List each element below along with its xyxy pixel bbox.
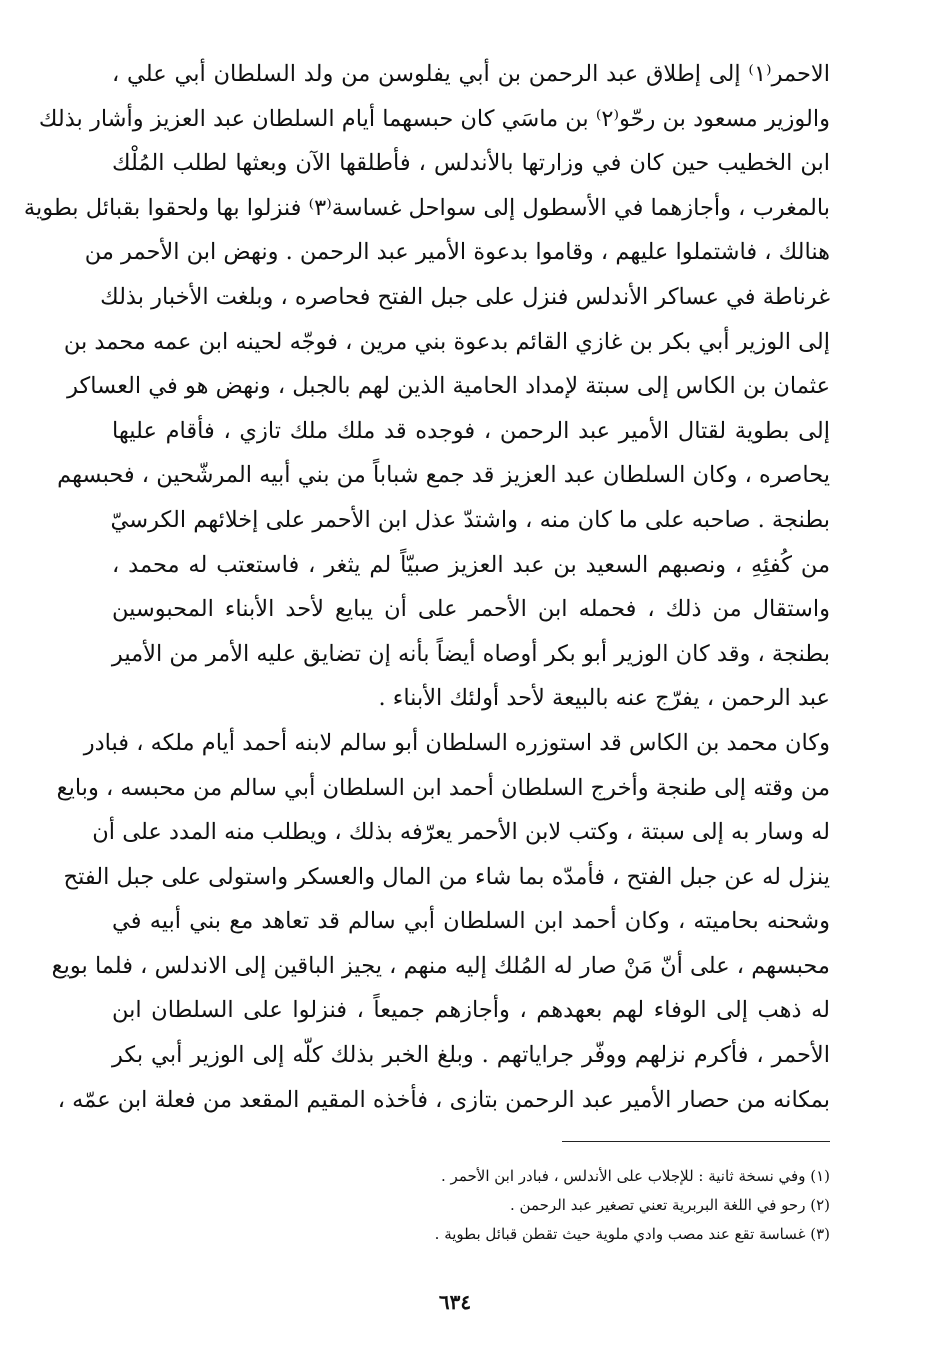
text-line: من كُفئِهِ ، ونصبهم السعيد بن عبد العزيز صبيّاً لم يثغر ، فاستعتب له محمد ،: [112, 551, 830, 578]
footnotes: [300, 1162, 830, 1249]
text-line: عثمان بن الكاس إلى سبتة لإمداد الحامية الذين لهم بالجبل ، ونهض هو في العساكر: [67, 373, 830, 400]
paragraph-end-line: عبد الرحمن ، يفرّج عنه بالبيعة لأحد أولئك الأبناء .: [378, 685, 830, 712]
footnote-3: (٣) غساسة تقع عند مصب وادي ملوية حيث تقطن قبائل بطوية .: [434, 1225, 830, 1243]
text-line: هنالك ، فاشتملوا عليهم ، وقاموا بدعوة الأمير عبد الرحمن . ونهض ابن الأحمر من: [84, 239, 830, 266]
footnote-1: (١) وفي نسخة ثانية : للإجلاب على الأندلس ، فبادر ابن الأحمر .: [441, 1167, 830, 1185]
text-line: ابن الخطيب حين كان في وزارتها بالأندلس ، فأطلقها الآن وبعثها لطلب المُلْك: [112, 150, 830, 177]
text-line: له وسار به إلى سبتة ، وكتب لابن الأحمر يعرّفه بذلك ، ويطلب منه المدد على أن: [92, 819, 830, 846]
text-line: واستقال من ذلك ، فحمله ابن الأحمر على أن يبايع لأحد الأبناء المحبوسين: [112, 596, 830, 623]
text-line: له ذهب إلى الوفاء لهم بعهدهم ، وأجازهم جميعاً ، فنزلوا على السلطان ابن: [112, 997, 830, 1024]
main-text: [23, 52, 830, 1122]
footnote-divider: [562, 1141, 830, 1142]
text-line: بمكانه من حصار الأمير عبد الرحمن بتازى ، فأخذه المقيم المقعد من فعلة ابن عمّه ،: [57, 1086, 830, 1113]
footnote-2: (٢) رحو في اللغة البربرية تعني تصغير عبد الرحمن .: [510, 1196, 830, 1214]
text-line: من وقته إلى طنجة وأخرج السلطان أحمد ابن السلطان أبي سالم من محبسه ، وبايع: [56, 774, 830, 801]
text-line: بالمغرب ، وأجازهما في الأسطول إلى سواحل غساسة⁽٣⁾ فنزلوا بها ولحقوا بقبائل بطوية: [23, 194, 830, 221]
text-line: بطنجة ، وقد كان الوزير أبو بكر أوصاه أيضاً بأنه إن تضايق عليه الأمر من الأمير: [111, 640, 830, 667]
text-line: الأحمر ، فأكرم نزلهم ووفّر جراياتهم . وبلغ الخبر بذلك كلّه إلى الوزير أبي بكر: [112, 1042, 830, 1069]
text-line: وكان محمد بن الكاس قد استوزره السلطان أبو سالم لابنه أحمد أيام ملكه ، فبادر: [83, 729, 830, 756]
text-line: ينزل له عن جبل الفتح ، فأمدّه بما شاء من المال والعسكر واستولى على جبل الفتح: [63, 863, 830, 890]
page-number: ٦٣٤: [438, 1290, 472, 1314]
text-line: يحاصره ، وكان السلطان عبد العزيز قد جمع شباباً من بني أبيه المرشّحين ، فحبسهم: [57, 462, 830, 489]
text-line: محبسهم ، على أنّ مَنْ صار له المُلك إليه منهم ، يجيز الباقين إلى الاندلس ، فلما بويع: [51, 952, 830, 979]
text-line: إلى بطوية لقتال الأمير عبد الرحمن ، فوجده قد ملك ملك تازي ، فأقام عليها: [112, 417, 830, 444]
text-line: غرناطة في عساكر الأندلس فنزل على جبل الفتح فحاصره ، وبلغت الأخبار بذلك: [100, 283, 830, 310]
text-line: إلى الوزير أبي بكر بن غازي القائم بدعوة بني مرين ، فوجّه لحينه ابن عمه محمد بن: [63, 328, 830, 355]
text-line: بطنجة . صاحبه على ما كان منه ، واشتدّ عذل ابن الأحمر على إخلائهم الكرسيّ: [110, 506, 830, 533]
text-line: وشحنه بحاميته ، وكان أحمد ابن السلطان أبي سالم قد تعاهد مع بني أبيه في: [112, 908, 830, 935]
text-line: الاحمر⁽١⁾ إلى إطلاق عبد الرحمن بن أبي يفلوسن من ولد السلطان أبي علي ،: [112, 61, 830, 87]
text-line: والوزير مسعود بن رحّو⁽٢⁾ بن ماسَي كان حبسهما أيام السلطان عبد العزيز وأشار بذلك: [38, 105, 830, 132]
